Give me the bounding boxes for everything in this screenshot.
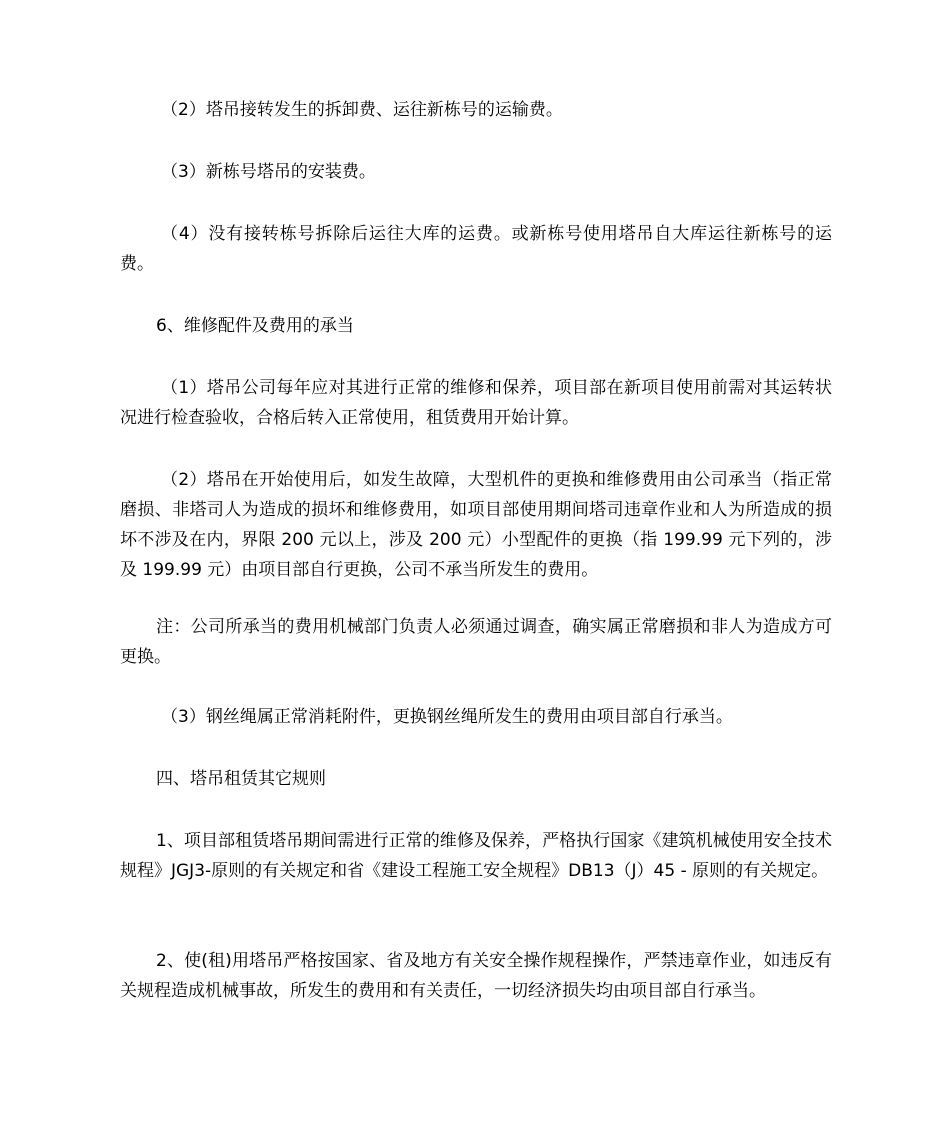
section-heading-4-other-rules: 四、塔吊租赁其它规则 — [156, 769, 326, 789]
paragraph-item-2-fault-repair-costs: （2）塔吊在开始使用后，如发生故障，大型机件的更换和维修费用由公司承当（指正常磨损、非塔司人为造成的损坏和维修费用，如项目部使用期间塔司违章作业和人为所造成的损坏不涉及在内，界限 200 元以上，涉及 200 元）小型配件的更换（指 199.99 元下列的，涉及 199.99 元）由项目部自行更换，公司不承当所发生的费用。 — [120, 470, 832, 580]
paragraph-item-3-installation-fee: （3）新栋号塔吊的安装费。 — [161, 162, 376, 182]
paragraph-item-3-wire-rope: （3）钢丝绳属正常消耗附件，更换钢丝绳所发生的费用由项目部自行承当。 — [161, 707, 733, 727]
paragraph-note-cost-verification: 注：公司所承当的费用机械部门负责人必须通过调查，确实属正常磨损和非人为造成方可更换。 — [120, 617, 832, 667]
paragraph-rule-2-safe-operation: 2、使(租)用塔吊严格按国家、省及地方有关安全操作规程操作，严禁违章作业，如违反有关规程造成机械事故，所发生的费用和有关责任，一切经济损失均由项目部自行承当。 — [120, 951, 832, 1001]
paragraph-item-1-annual-maintenance: （1）塔吊公司每年应对其进行正常的维修和保养，项目部在新项目使用前需对其运转状况进行检查验收，合格后转入正常使用，租赁费用开始计算。 — [120, 378, 832, 428]
paragraph-item-4-warehouse-transport-fee: （4）没有接转栋号拆除后运往大库的运费。或新栋号使用塔吊自大库运往新栋号的运费。 — [120, 224, 832, 274]
section-heading-6-maintenance-parts: 6、维修配件及费用的承当 — [156, 316, 354, 336]
paragraph-rule-1-maintenance-regulations: 1、项目部租赁塔吊期间需进行正常的维修及保养，严格执行国家《建筑机械使用安全技术规程》JGJ3-原则的有关规定和省《建设工程施工安全规程》DB13（J）45 - 原则的有关规定。 — [120, 831, 832, 881]
paragraph-item-2-dismantle-transport-fee: （2）塔吊接转发生的拆卸费、运往新栋号的运输费。 — [161, 100, 563, 120]
